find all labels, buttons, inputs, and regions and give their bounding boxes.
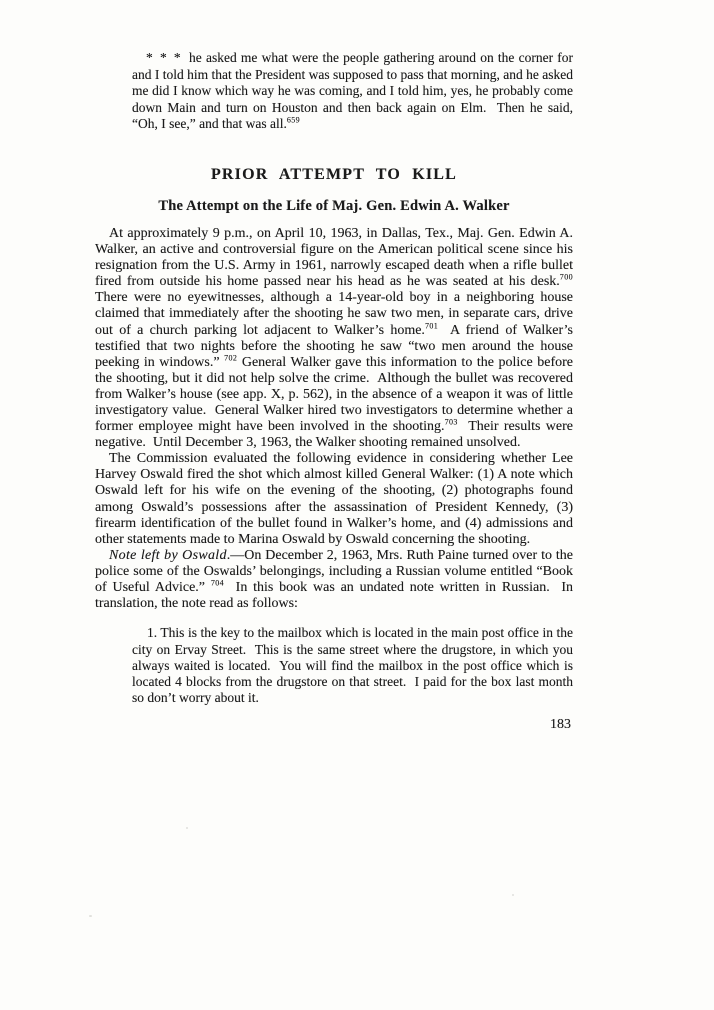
testimony-excerpt-text: he asked me what were the people gathering around on the corner for and I told him that the President was supposed to pass that morning, and he asked me did I know which way he was coming, and I told him, yes, he probably come down Main and turn on Houston and then back again on Elm. Then he said, “Oh, I see,” and that was all. xyxy=(132,50,577,132)
subsection-heading: The Attempt on the Life of Maj. Gen. Edwin A. Walker xyxy=(158,197,510,214)
paragraph-text: There were no eyewitnesses, although a 14-year-old boy in a neighboring house claimed that immediately after the shooting he saw two men, in separate cars, drive out of a church parking lot adjacent to Walker’s home. xyxy=(95,274,580,338)
scan-speck xyxy=(89,915,92,917)
paragraph-text: In this book was an undated note written in Russian. In translation, the note read as follows: xyxy=(95,580,577,612)
translated-note-quote xyxy=(132,625,577,706)
paragraph-note-left-by-oswald xyxy=(95,547,577,612)
footnote-ref-701: 701 xyxy=(424,320,439,330)
paragraph-text: At approximately 9 p.m., on April 10, 1963, in Dallas, Tex., Maj. Gen. Edwin A. Walker, an active and controversial figure on the American political scene since his resignation from the U.S. Army in 1961, narrowly escaped death when a rifle bullet fired from outside his home passed near his head as he was seated at his desk. xyxy=(95,225,577,290)
footnote-ref-700: 700 xyxy=(559,272,573,282)
omission-asterisks: * * * xyxy=(146,50,181,65)
footnote-ref-704: 704 xyxy=(210,578,225,588)
note-text: This is the key to the mailbox which is located in the main post office in the city on Ervay Street. This is the same street where the drugstore, in which you always waited is located. You will find the mailbox in the post office which is located 4 blocks from the drugstore on that street. I paid for the box last month so don’t worry about it. xyxy=(132,625,577,706)
paragraph-text: A friend of Walker’s testified that two nights before the shooting he saw “two men around the house peeking in windows.” xyxy=(95,322,577,370)
scan-speck xyxy=(186,827,188,829)
scan-speck xyxy=(512,894,514,896)
paragraph-text: General Walker gave this information to the police before the shooting, but it did not help solve the crime. Although the bullet was recovered from Walker’s house (see app. X, p. 562), in the absence of a weapon it was of little investigatory value. General Walker hired two investigators to determine whether a former employee might have been involved in the shooting. xyxy=(95,354,577,435)
paragraph-text: .—On December 2, 1963, Mrs. Ruth Paine turned over to the police some of the Oswalds’ belongings, including a Russian volume entitled “Book of Useful Advice.” xyxy=(95,547,577,596)
paragraph-commission-evidence xyxy=(95,451,577,548)
paragraph-text: Their results were negative. Until December 3, 1963, the Walker shooting remained unsolved. xyxy=(95,419,577,451)
footnote-ref-659: 659 xyxy=(286,115,301,125)
footnote-ref-703: 703 xyxy=(444,417,458,427)
text-column xyxy=(95,50,580,733)
paragraph-walker-shooting xyxy=(95,225,580,451)
page-number: 183 xyxy=(550,716,571,732)
section-heading: PRIOR ATTEMPT TO KILL xyxy=(210,165,458,183)
note-item-number: 1. xyxy=(147,625,158,641)
testimony-excerpt-quote xyxy=(132,50,577,133)
italic-lead-in: Note left by Oswald xyxy=(109,547,227,563)
paragraph-text: The Commission evaluated the following evidence in considering whether Lee Harvey Oswald fired the shot which almost killed General Walker: (1) A note which Oswald left for his wife on the evening of the shooting, (2) photographs found among Oswald’s possessions after the assassination of President Kennedy, (3) firearm identification of the bullet found in Walker’s home, and (4) admissions and other statements made to Marina Oswald by Oswald concerning the shooting. xyxy=(95,451,577,547)
footnote-ref-702: 702 xyxy=(224,353,238,363)
